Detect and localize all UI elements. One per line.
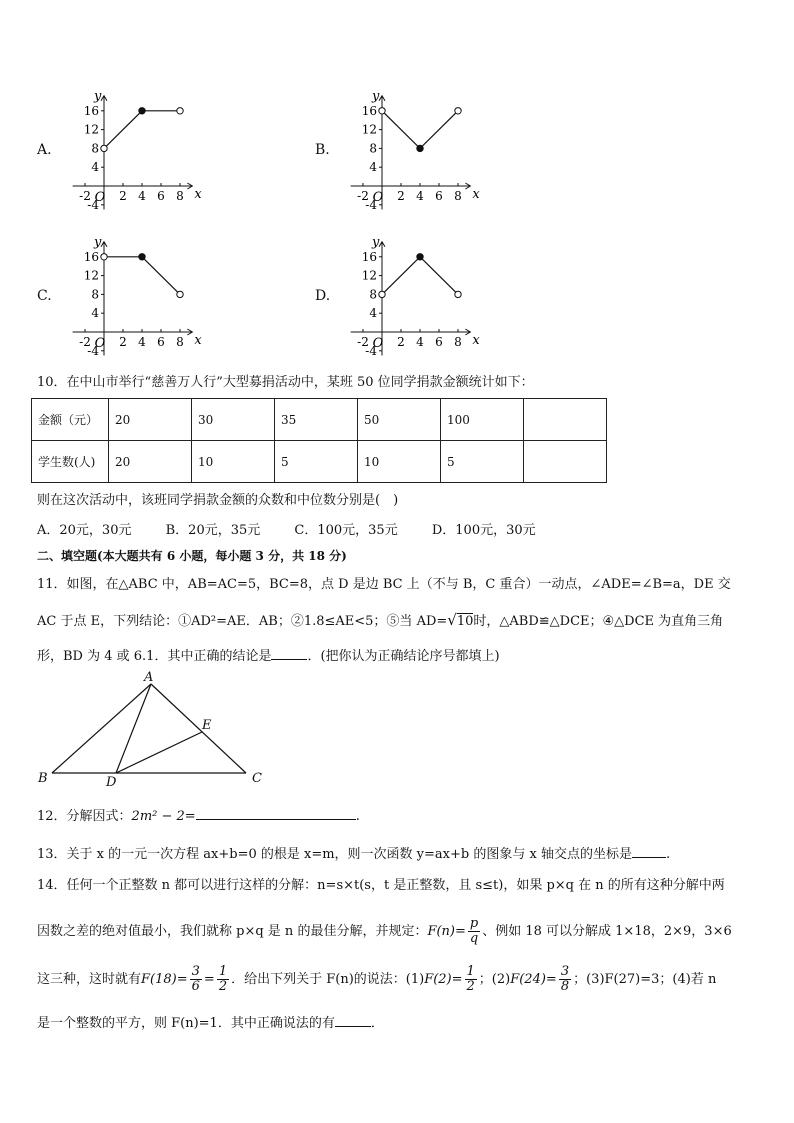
option-c-label: C. bbox=[37, 288, 52, 304]
table-cell: 20 bbox=[109, 441, 192, 483]
point-c-label: C bbox=[252, 771, 262, 786]
x-tick-label: 2 bbox=[397, 335, 405, 349]
y-tick-label: 16 bbox=[361, 249, 377, 264]
segment-ad bbox=[116, 684, 151, 773]
x-tick-label: 4 bbox=[138, 335, 146, 349]
y-tick-label: 8 bbox=[91, 141, 99, 156]
q10-options bbox=[37, 521, 757, 541]
point-a-label: A bbox=[144, 670, 154, 685]
q11-line3 bbox=[37, 646, 757, 667]
table-cell: 金额（元） bbox=[32, 399, 109, 441]
fraction-p-q bbox=[468, 917, 480, 946]
table-cell: 35 bbox=[275, 399, 358, 441]
origin-label: O bbox=[372, 336, 384, 351]
point-e-label: E bbox=[202, 718, 212, 733]
mid1: ；(2) bbox=[478, 972, 511, 987]
open-point bbox=[379, 291, 385, 297]
q14-line3b: ．给出下列关于 F(n)的说法：(1) bbox=[231, 972, 425, 987]
numerator: 1 bbox=[218, 964, 228, 979]
q14-line4 bbox=[37, 1013, 757, 1034]
sqrt-symbol: √ bbox=[447, 611, 457, 629]
segment-ab bbox=[52, 684, 151, 773]
q14-line1: 14．任何一个正整数 n 都可以进行这样的分解：n=s×t(s，t 是正整数，且 s≤t)，如果 p×q 在 n 的所有这种分解中两 bbox=[37, 878, 725, 893]
function-line bbox=[104, 257, 180, 295]
y-tick-label: 12 bbox=[361, 268, 377, 283]
open-point bbox=[101, 145, 107, 151]
x-tick-label: 4 bbox=[138, 189, 146, 203]
function-line bbox=[382, 111, 458, 149]
option-c: C．100元，35元 bbox=[294, 523, 398, 538]
q12-suffix: . bbox=[355, 809, 360, 824]
origin-label: O bbox=[372, 190, 384, 205]
x-tick-label: 2 bbox=[119, 189, 127, 203]
answer-blank[interactable] bbox=[632, 844, 666, 858]
origin-label: O bbox=[94, 336, 106, 351]
table-cell bbox=[524, 441, 607, 483]
q13-suffix: . bbox=[665, 847, 671, 862]
numerator: 3 bbox=[191, 964, 200, 979]
graph-b bbox=[340, 82, 560, 217]
x-tick-label: 8 bbox=[454, 189, 462, 203]
option-d: D．100元，30元 bbox=[431, 523, 536, 538]
open-point bbox=[455, 108, 461, 114]
q14-line3 bbox=[37, 963, 757, 997]
f24: F(24)= bbox=[510, 972, 557, 987]
x-tick-label: 6 bbox=[157, 335, 165, 349]
denominator: 8 bbox=[560, 979, 570, 994]
table-cell: 5 bbox=[275, 441, 358, 483]
y-tick-label: 16 bbox=[83, 249, 99, 264]
x-tick-label: -2 bbox=[357, 189, 369, 203]
closed-point bbox=[139, 108, 145, 114]
open-point bbox=[101, 254, 107, 260]
table-cell: 50 bbox=[358, 399, 441, 441]
x-tick-label: -2 bbox=[79, 335, 91, 349]
q14-line2a: 因数之差的绝对值最小，我们就称 p×q 是 n 的最佳分解，并规定： bbox=[37, 924, 428, 939]
graph-a bbox=[62, 82, 282, 217]
y-tick-label: 4 bbox=[91, 160, 99, 175]
x-tick-label: 8 bbox=[176, 189, 184, 203]
fraction bbox=[559, 965, 571, 994]
function-line bbox=[104, 111, 180, 149]
point-b-label: B bbox=[38, 771, 48, 786]
denominator: q bbox=[469, 931, 479, 946]
table-cell: 20 bbox=[109, 399, 192, 441]
equals: = bbox=[203, 972, 215, 987]
f18: F(18)= bbox=[141, 972, 188, 987]
option-b-label: B. bbox=[315, 142, 330, 158]
y-tick-label: 12 bbox=[83, 122, 99, 137]
table-row bbox=[32, 441, 607, 483]
q14-line4-end: ． bbox=[370, 1016, 384, 1031]
fraction bbox=[190, 965, 202, 994]
section-title: 二、填空题(本大题共有 6 小题，每小题 3 分，共 18 分) bbox=[37, 549, 347, 563]
y-axis-label: y bbox=[372, 234, 380, 250]
y-tick-label: -4 bbox=[87, 343, 99, 358]
open-point bbox=[177, 108, 183, 114]
q12-expr: 2m² − 2= bbox=[131, 809, 196, 824]
y-tick-label: 12 bbox=[361, 122, 377, 137]
x-axis-label: x bbox=[472, 333, 480, 348]
denominator: 6 bbox=[191, 979, 200, 994]
numerator: p bbox=[469, 916, 479, 931]
q11-line2b: 时，△ABD≌△DCE；④△DCE 为直角三角 bbox=[473, 614, 724, 629]
segment-ac bbox=[151, 684, 246, 773]
q11-line2a: AC 于点 E，下列结论：①AD²=AE．AB；②1.8≤AE<5；⑤当 AD= bbox=[37, 614, 448, 629]
graph-c bbox=[62, 228, 282, 363]
table-cell: 30 bbox=[192, 399, 275, 441]
table-cell: 学生数(人) bbox=[32, 441, 109, 483]
table-row bbox=[32, 399, 607, 441]
x-tick-label: 4 bbox=[416, 335, 424, 349]
x-tick-label: 2 bbox=[119, 335, 127, 349]
x-axis-label: x bbox=[194, 333, 202, 348]
x-tick-label: 2 bbox=[397, 189, 405, 203]
q13 bbox=[37, 844, 757, 865]
y-tick-label: 16 bbox=[83, 103, 99, 118]
table-cell: 10 bbox=[358, 441, 441, 483]
table-cell: 10 bbox=[192, 441, 275, 483]
x-axis-label: x bbox=[472, 187, 480, 202]
x-tick-label: 6 bbox=[435, 189, 443, 203]
y-tick-label: 8 bbox=[91, 287, 99, 302]
q10-text: 10．在中山市举行“慈善万人行”大型募捐活动中，某班 50 位同学捐款金额统计如下： bbox=[37, 375, 534, 390]
y-axis-label: y bbox=[94, 234, 102, 250]
f-n-def: F(n)= bbox=[427, 924, 466, 939]
x-tick-label: 8 bbox=[176, 335, 184, 349]
y-tick-label: 4 bbox=[369, 160, 377, 175]
y-axis-label: y bbox=[372, 88, 380, 104]
denominator: 2 bbox=[218, 979, 228, 994]
x-axis-label: x bbox=[194, 187, 202, 202]
numerator: 1 bbox=[466, 964, 475, 979]
answer-blank[interactable] bbox=[335, 1013, 371, 1027]
y-tick-label: -4 bbox=[365, 197, 377, 212]
origin-label: O bbox=[94, 190, 106, 205]
sqrt-value: 10 bbox=[456, 614, 474, 629]
closed-point bbox=[139, 254, 145, 260]
triangle-figure bbox=[30, 670, 280, 795]
y-tick-label: 8 bbox=[369, 287, 377, 302]
q13-text: 13．关于 x 的一元一次方程 ax+b=0 的根是 x=m，则一次函数 y=ax+b 的图象与 x 轴交点的坐标是 bbox=[37, 847, 632, 862]
x-tick-label: 6 bbox=[435, 335, 443, 349]
f2: F(2)= bbox=[424, 972, 463, 987]
q11-line3a: 形，BD 为 4 或 6.1．其中正确的结论是 bbox=[37, 649, 272, 664]
closed-point bbox=[417, 254, 423, 260]
x-tick-label: 6 bbox=[157, 189, 165, 203]
graph-d bbox=[340, 228, 560, 363]
option-a-label: A. bbox=[37, 142, 52, 158]
open-point bbox=[177, 291, 183, 297]
q11-line2 bbox=[37, 610, 757, 632]
q12 bbox=[37, 806, 757, 827]
table-cell: 100 bbox=[441, 399, 524, 441]
y-axis-label: y bbox=[94, 88, 102, 104]
option-d-label: D. bbox=[315, 288, 331, 304]
denominator: 2 bbox=[466, 979, 475, 994]
y-tick-label: 4 bbox=[369, 306, 377, 321]
q14-line4-text: 是一个整数的平方，则 F(n)=1．其中正确说法的有 bbox=[37, 1016, 335, 1031]
q10-question: 则在这次活动中，该班同学捐款金额的众数和中位数分别是( ) bbox=[37, 493, 399, 508]
function-line bbox=[382, 257, 458, 295]
open-point bbox=[379, 108, 385, 114]
q12-prefix: 12．分解因式： bbox=[37, 809, 132, 824]
answer-blank[interactable] bbox=[196, 806, 356, 820]
x-tick-label: -2 bbox=[357, 335, 369, 349]
q14-line3a: 这三种，这时就有 bbox=[37, 972, 142, 987]
q14-line2c: 、例如 18 可以分解成 1×18，2×9，3×6 bbox=[482, 924, 732, 939]
q14-line3c: ；(3)F(27)=3；(4)若 n bbox=[573, 972, 717, 987]
table-cell: 5 bbox=[441, 441, 524, 483]
y-tick-label: -4 bbox=[365, 343, 377, 358]
q11-line1: 11．如图，在△ABC 中，AB=AC=5，BC=8，点 D 是边 BC 上（不与 B，C 重合）一动点，∠ADE=∠B=a，DE 交 bbox=[37, 577, 731, 592]
table-cell bbox=[524, 399, 607, 441]
y-tick-label: 4 bbox=[91, 306, 99, 321]
donation-table bbox=[31, 398, 607, 483]
y-tick-label: 16 bbox=[361, 103, 377, 118]
x-tick-label: -2 bbox=[79, 189, 91, 203]
closed-point bbox=[417, 145, 423, 151]
segment-de bbox=[116, 732, 202, 773]
open-point bbox=[455, 291, 461, 297]
fraction bbox=[217, 965, 229, 994]
option-b: B．20元，35元 bbox=[165, 523, 261, 538]
x-tick-label: 4 bbox=[416, 189, 424, 203]
point-d-label: D bbox=[106, 775, 117, 790]
q11-line3b: ．(把你认为正确结论序号都填上) bbox=[307, 649, 500, 664]
x-tick-label: 8 bbox=[454, 335, 462, 349]
q14-line2 bbox=[37, 915, 757, 949]
numerator: 3 bbox=[560, 964, 570, 979]
option-a: A．20元，30元 bbox=[37, 523, 132, 538]
fraction bbox=[465, 965, 477, 994]
y-tick-label: 8 bbox=[369, 141, 377, 156]
answer-blank[interactable] bbox=[271, 646, 307, 660]
y-tick-label: -4 bbox=[87, 197, 99, 212]
y-tick-label: 12 bbox=[83, 268, 99, 283]
